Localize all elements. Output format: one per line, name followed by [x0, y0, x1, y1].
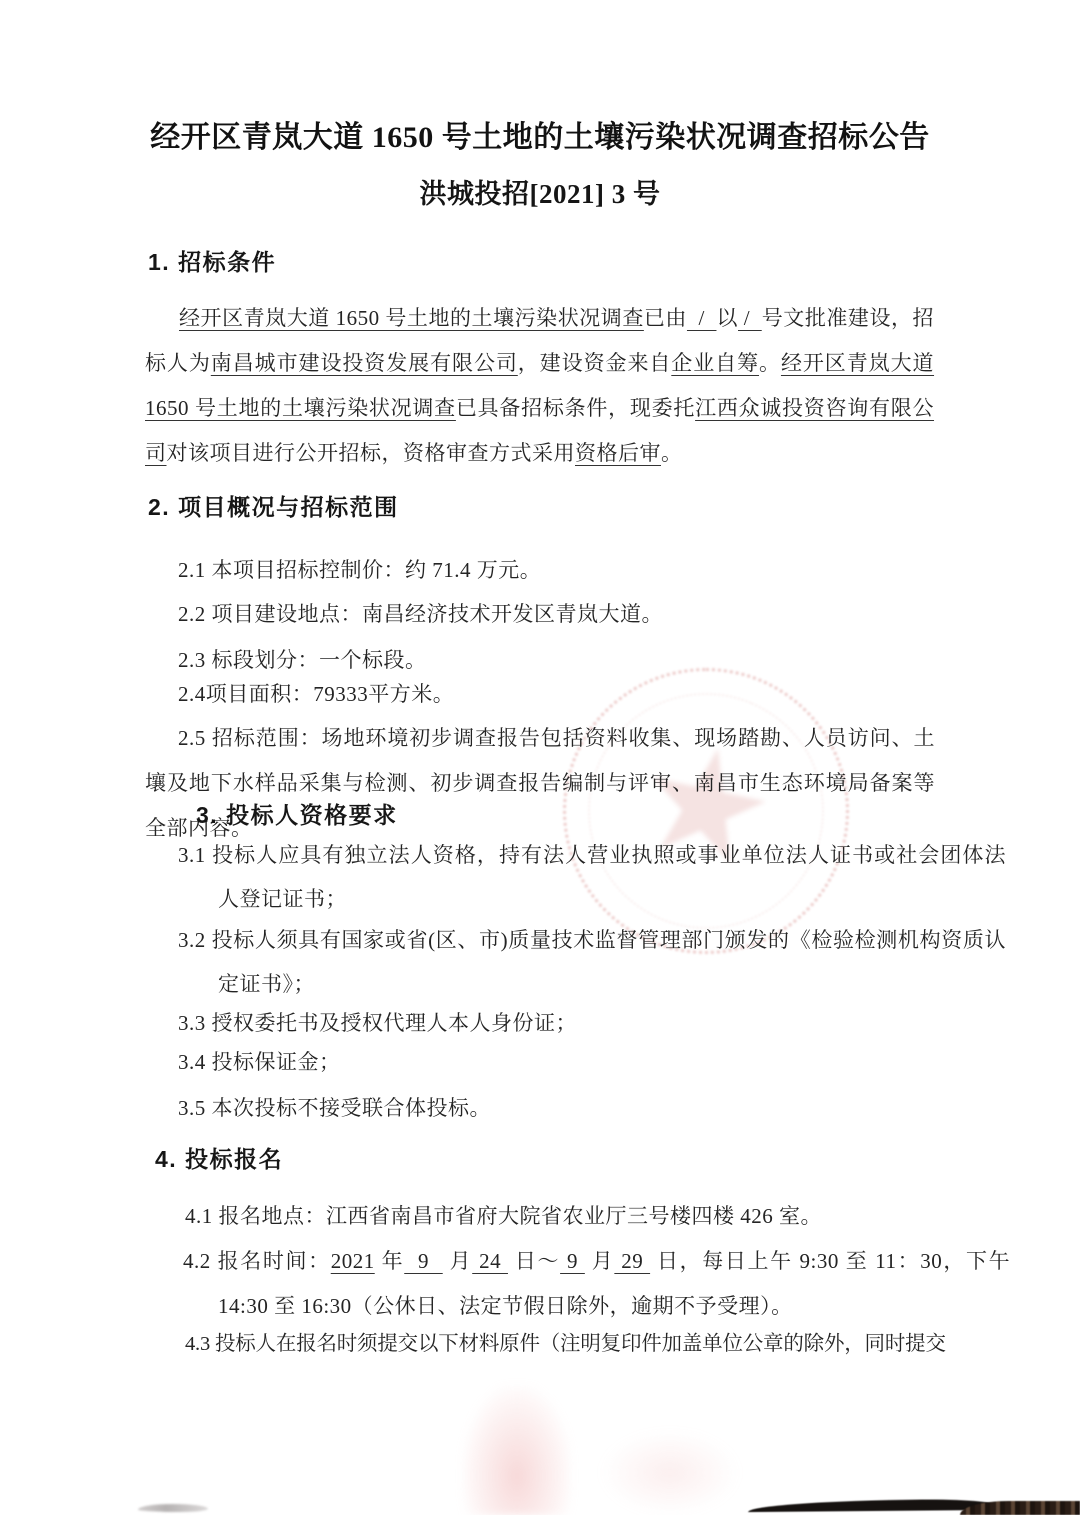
underlined-bidder-name: 南昌城市建设投资发展有限公司: [210, 351, 518, 375]
text-segment: 对该项目进行公开招标，资格审查方式采用: [166, 441, 575, 465]
section-1-heading: 1. 招标条件: [148, 249, 277, 275]
text-segment: 已具备招标条件，现委托: [455, 396, 696, 420]
text-segment: 已由: [643, 306, 687, 330]
item-3-2: 3.2 投标人须具有国家或省(区、市)质量技术监督管理部门颁发的《检验检测机构资质认定证书》；: [178, 928, 1006, 996]
item-2-5: 2.5 招标范围：场地环境初步调查报告包括资料收集、现场踏勘、人员访问、土壤及地下水样品采集与检测、初步调查报告编制与评审、南昌市生态环境局备案等全部内容。: [145, 726, 935, 840]
scan-artifact-pink-blob: [600, 1430, 740, 1515]
underlined-day: 24: [472, 1249, 508, 1273]
item-3-1: 3.1 投标人应具有独立法人资格，持有法人营业执照或事业单位法人证书或社会团体法人登记证书；: [178, 843, 1006, 911]
text-segment: 4.2 报名时间：: [183, 1249, 331, 1273]
text-segment: 以: [716, 306, 739, 330]
document-title: 经开区青岚大道 1650 号土地的土壤污染状况调查招标公告: [150, 121, 930, 154]
underlined-funding-source: 企业自筹: [671, 351, 760, 375]
underlined-agency-name: 江西众诚投资咨询有限公司: [145, 396, 935, 465]
scan-artifact-smudge: [138, 1504, 208, 1512]
item-4-1: 4.1 报名地点：江西省南昌市省府大院省农业厅三号楼四楼 426 室。: [185, 1204, 822, 1228]
underlined-project-name: 经开区青岚大道 1650 号土地的土壤污染状况调查: [179, 306, 644, 330]
item-3-3: 3.3 授权委托书及授权代理人本人身份证；: [178, 1011, 577, 1035]
section-1-paragraph: [145, 296, 934, 476]
section-4-heading: 4. 投标报名: [155, 1146, 284, 1172]
underlined-blank-slash: /: [686, 306, 717, 330]
underlined-month: 9: [560, 1249, 585, 1273]
item-2-1: 2.1 本项目招标控制价：约 71.4 万元。: [178, 558, 542, 582]
underlined-month: 9: [404, 1249, 443, 1273]
seal-star-icon: ★: [622, 705, 790, 905]
underlined-blank-slash: /: [738, 306, 762, 330]
underlined-year: 2021: [330, 1249, 375, 1273]
text-segment: 月: [442, 1249, 473, 1273]
document-number: 洪城投招[2021] 3 号: [419, 179, 661, 209]
item-4-3: 4.3 投标人在报名时须提交以下材料原件（注明复印件加盖单位公章的除外，同时提交: [185, 1333, 946, 1355]
text-segment: 。: [661, 441, 683, 465]
section-3-heading: 3. 投标人资格要求: [196, 802, 398, 828]
section-2-heading: 2. 项目概况与招标范围: [148, 494, 399, 520]
scan-artifact-pink-streak: [462, 1385, 572, 1515]
item-2-3: 2.3 标段划分：一个标段。: [178, 648, 427, 672]
text-segment: ，建设资金来自: [517, 351, 672, 375]
underlined-project-name: 经开区青岚大道 1650 号土地的土壤污染状况调查: [145, 351, 935, 420]
scan-artifact-dark-streak: [960, 1501, 1080, 1515]
item-2-4: 2.4项目面积：79333平方米。: [178, 682, 455, 706]
text-segment: 月: [584, 1249, 615, 1273]
text-segment: 年: [374, 1249, 405, 1273]
underlined-review-method: 资格后审: [575, 441, 661, 465]
item-4-2: [145, 1239, 1010, 1329]
scan-artifact-dark-streak: [748, 1499, 996, 1512]
underlined-day: 29: [614, 1249, 651, 1273]
item-3-4: 3.4 投标保证金；: [178, 1050, 341, 1074]
text-segment: 日，每日上午 9:30 至 11：30，下午 14:30 至 16:30（公休日、法定节假日除外，逾期不予受理）。: [218, 1249, 1011, 1318]
text-segment: 。: [759, 351, 781, 375]
text-segment: 日～: [507, 1249, 561, 1273]
item-3-5: 3.5 本次投标不接受联合体投标。: [178, 1096, 491, 1120]
item-2-2: 2.2 项目建设地点：南昌经济技术开发区青岚大道。: [178, 602, 663, 626]
text-segment: 号文批准建设，招标人为: [145, 306, 935, 375]
